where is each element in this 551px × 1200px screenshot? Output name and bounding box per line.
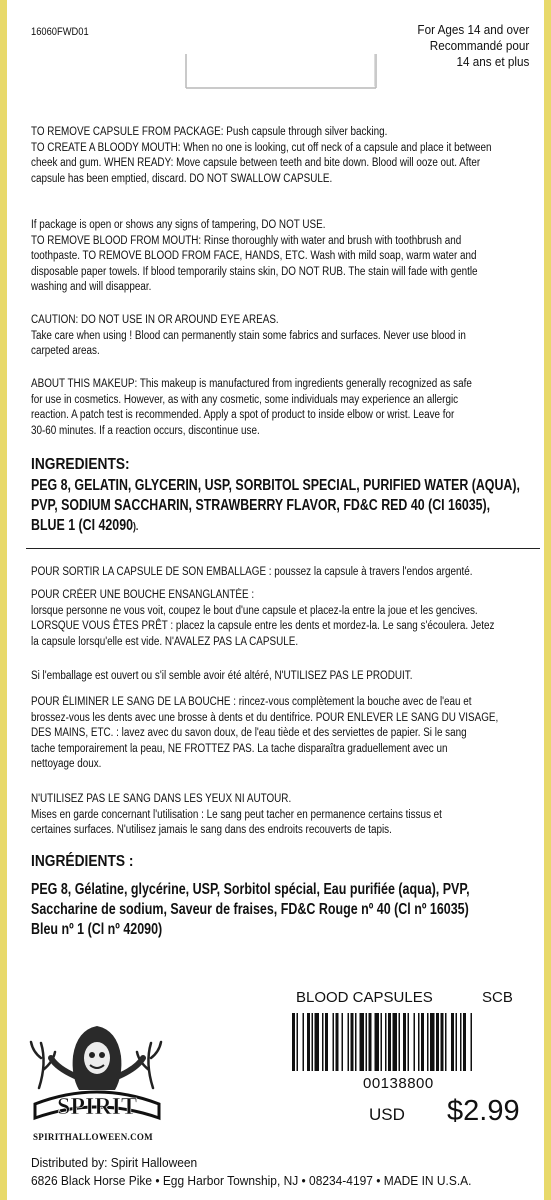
- text-line: washing and will disappear.: [31, 281, 152, 293]
- text-line: for use in cosmetics. However, as with any cosmetic, some individuals may experience an allergic: [31, 393, 459, 406]
- text-line: disposable paper towels. If blood temporarily stains skin, DO NOT RUB. The stain will fade with gentle: [31, 265, 478, 278]
- en-ingredients-list: [31, 476, 527, 537]
- text-line: PEG 8, GELATIN, GLYCERIN, USP, SORBITOL SPECIAL, PURIFIED WATER (AQUA),: [31, 477, 520, 494]
- barcode-bar: [463, 1013, 466, 1071]
- fr-paragraph-sortir-capsule: [31, 565, 551, 581]
- text-line: capsule has been emptied, discard. DO NOT SWALLOW CAPSULE.: [31, 172, 333, 185]
- spirit-reaper-logo-icon: [27, 1018, 167, 1130]
- text-line: TO REMOVE CAPSULE FROM PACKAGE: Push capsule through silver backing.: [31, 126, 388, 138]
- text-line: N'UTILISEZ PAS LE SANG DANS LES YEUX NI AUTOUR.: [31, 793, 292, 805]
- text-line: certaines surfaces. N'utilisez jamais le sang dans des endroits recouverts de tapis.: [31, 824, 392, 836]
- text-line: 30-60 minutes. If a reaction occurs, discontinue use.: [31, 424, 260, 437]
- hang-hole-outline: [185, 54, 375, 88]
- website-url: SPIRITHALLOWEEN.COM: [33, 1132, 153, 1142]
- age-recommendation: [417, 22, 529, 70]
- barcode-bar: [436, 1013, 439, 1071]
- barcode-bar: [351, 1013, 354, 1071]
- text-line: BLUE 1 (CI 42090).: [31, 517, 139, 534]
- text-line: Si l'emballage est ouvert ou s'il semble avoir été altéré, N'UTILISEZ PAS LE PRODUIT.: [31, 670, 413, 682]
- text-line: POUR CRÉER UNE BOUCHE ENSANGLANTÉE :: [31, 589, 255, 601]
- barcode: [292, 1013, 520, 1071]
- fr-ingredients-title: INGRÉDIENTS :: [31, 853, 134, 870]
- store-code: SCB: [482, 989, 513, 1006]
- text-line: lorsque personne ne vous voit, coupez le bout d'une capsule et placez-la entre la joue et les gencives.: [31, 604, 478, 617]
- text-line: nettoyage doux.: [31, 758, 102, 770]
- en-paragraph-caution: [31, 313, 551, 360]
- en-ingredients-title: INGREDIENTS:: [31, 456, 130, 473]
- text-line: cheek and gum. WHEN READY: Move capsule between teeth and bite down. Blood will ooze out. After: [31, 157, 481, 169]
- barcode-bar: [393, 1013, 398, 1071]
- barcode-bar: [297, 1013, 299, 1071]
- upc-number: 00138800: [363, 1075, 434, 1092]
- barcode-bar: [303, 1013, 305, 1071]
- barcode-bar: [460, 1013, 462, 1071]
- text-line: Mises en garde concernant l'utilisation : Le sang peut tacher en permanence certains tissus et: [31, 808, 442, 821]
- barcode-bar: [360, 1013, 365, 1071]
- package-card: [7, 0, 544, 1200]
- barcode-bar: [369, 1013, 372, 1071]
- text-line: toothpaste. TO REMOVE BLOOD FROM FACE, HANDS, ETC. Wash with mild soap, warm water and: [31, 250, 477, 262]
- distributor-address: 6826 Black Horse Pike • Egg Harbor Township, NJ • 08234-4197 • MADE IN U.S.A.: [31, 1173, 472, 1188]
- barcode-bar: [427, 1013, 429, 1071]
- fr-paragraph-emballage: [31, 669, 551, 685]
- barcode-bar: [403, 1013, 406, 1071]
- text-line: If package is open or shows any signs of tampering, DO NOT USE.: [31, 219, 326, 231]
- barcode-bar: [441, 1013, 444, 1071]
- barcode-bar: [307, 1013, 310, 1071]
- text-line: PVP, SODIUM SACCHARIN, STRAWBERRY FLAVOR, FD&C RED 40 (CI 16035),: [31, 497, 491, 514]
- product-code: 16060FWD01: [31, 26, 89, 38]
- text-line: Saccharine de sodium, Saveur de fraises, FD&C Rouge nº 40 (Cl nº 16035): [31, 901, 469, 918]
- barcode-bar: [418, 1013, 420, 1071]
- price-value: $2.99: [447, 1095, 520, 1127]
- product-name-label: BLOOD CAPSULES: [296, 989, 433, 1006]
- text-line: TO CREATE A BLOODY MOUTH: When no one is looking, cut off neck of a capsule and place it between: [31, 141, 492, 154]
- barcode-bar: [325, 1013, 328, 1071]
- text-line: TO REMOVE BLOOD FROM MOUTH: Rinse thoroughly with water and brush with toothbrush and: [31, 234, 462, 247]
- distributor-line1: Distributed by: Spirit Halloween: [31, 1155, 198, 1170]
- text-line: CAUTION: DO NOT USE IN OR AROUND EYE AREAS.: [31, 314, 279, 326]
- age-fr-line2: 14 ans et plus: [456, 54, 529, 69]
- text-line: LORSQUE VOUS ÊTES PRÊT : placez la capsule entre les dents et mordez-la. Le sang s'écoulera. Jetez: [31, 620, 495, 632]
- currency-label: USD: [369, 1105, 405, 1124]
- text-line: carpeted areas.: [31, 345, 100, 357]
- barcode-bar: [445, 1013, 447, 1071]
- barcode-bar: [388, 1013, 391, 1071]
- logo-text: SPIRIT: [56, 1094, 138, 1120]
- fr-paragraph-eliminer-sang: [31, 695, 551, 773]
- barcode-bar: [315, 1013, 320, 1071]
- text-line: reaction. A patch test is recommended. Apply a spot of product to inside elbow or wrist. Leave for: [31, 409, 455, 421]
- barcode-bar: [471, 1013, 473, 1071]
- fr-paragraph-mises-en-garde: [31, 792, 551, 839]
- barcode-bar: [408, 1013, 410, 1071]
- en-paragraph-about-makeup: [31, 377, 551, 439]
- barcode-bar: [375, 1013, 380, 1071]
- barcode-bar: [451, 1013, 454, 1071]
- section-divider: [26, 548, 540, 549]
- en-paragraph-remove-capsule: [31, 125, 551, 187]
- barcode-bar: [333, 1013, 335, 1071]
- text-line: brossez-vous les dents avec une brosse à dents et du dentifrice. POUR ENLEVER LE SANG DU VISAGE,: [31, 711, 499, 724]
- barcode-bar: [336, 1013, 339, 1071]
- text-line: DES MAINS, ETC. : lavez avec du savon doux, de l'eau tiède et des serviettes de papier. Si le sang: [31, 727, 467, 739]
- barcode-bar: [430, 1013, 435, 1071]
- text-line: tache temporairement la peau, NE FROTTEZ PAS. La tache disparaîtra graduellement avec un: [31, 742, 448, 755]
- barcode-bar: [312, 1013, 314, 1071]
- text-line: PEG 8, Gélatine, glycérine, USP, Sorbitol spécial, Eau purifiée (aqua), PVP,: [31, 881, 470, 898]
- text-line: POUR SORTIR LA CAPSULE DE SON EMBALLAGE : poussez la capsule à travers l'endos argenté.: [31, 566, 473, 578]
- barcode-bar: [366, 1013, 368, 1071]
- text-line: Bleu nº 1 (Cl nº 42090): [31, 921, 163, 938]
- barcode-bar: [399, 1013, 401, 1071]
- fr-paragraph-bouche: [31, 588, 551, 650]
- age-en: For Ages 14 and over: [417, 22, 529, 37]
- en-paragraph-remove-blood: [31, 218, 551, 296]
- barcode-bar: [348, 1013, 350, 1071]
- barcode-bar: [456, 1013, 458, 1071]
- text-line: la capsule lorsqu'elle est vide. N'AVALEZ PAS LA CAPSULE.: [31, 635, 299, 648]
- barcode-bar: [292, 1013, 295, 1071]
- text-line: Take care when using ! Blood can permanently stain some fabrics and surfaces. Never use blood in: [31, 329, 466, 342]
- barcode-bar: [342, 1013, 344, 1071]
- text-line: POUR ÉLIMINER LE SANG DE LA BOUCHE : rincez-vous complètement la bouche avec de l'eau et: [31, 696, 472, 708]
- barcode-bar: [381, 1013, 383, 1071]
- text-line: ABOUT THIS MAKEUP: This makeup is manufactured from ingredients generally recognized as safe: [31, 378, 472, 390]
- barcode-bar: [421, 1013, 424, 1071]
- barcode-bar: [414, 1013, 416, 1071]
- age-fr-line1: Recommandé pour: [429, 38, 529, 53]
- barcode-bar: [355, 1013, 357, 1071]
- barcode-bar: [385, 1013, 387, 1071]
- barcode-bar: [322, 1013, 324, 1071]
- fr-ingredients-list: [31, 880, 515, 940]
